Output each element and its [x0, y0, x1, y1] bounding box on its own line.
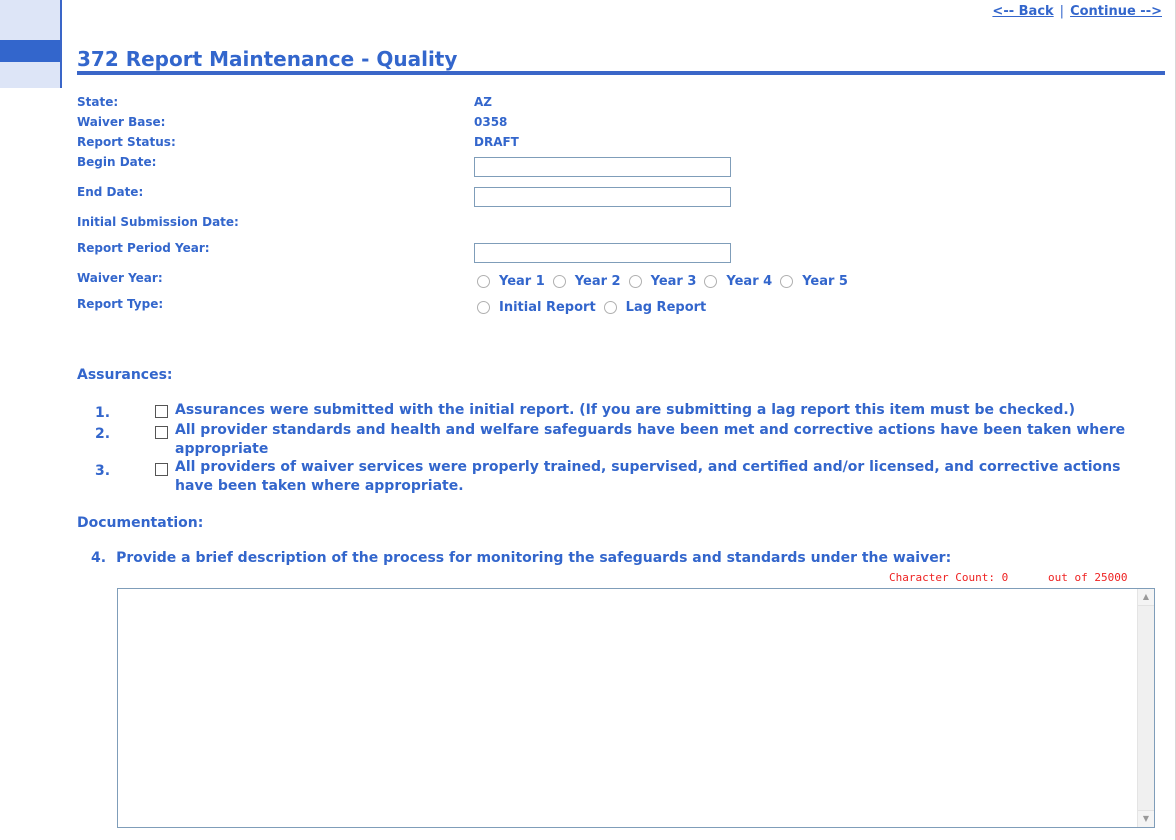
waiver-year-radio-group	[477, 274, 856, 289]
report-type-label: Report Type:	[77, 297, 164, 311]
question-4-number: 4.	[91, 550, 107, 566]
waiver-base-label: Waiver Base:	[77, 115, 166, 129]
waiver-year-1-label[interactable]: Year 1	[499, 274, 545, 289]
waiver-year-label: Waiver Year:	[77, 271, 163, 285]
state-value: AZ	[474, 95, 492, 109]
initial-report-radio[interactable]	[477, 301, 490, 314]
waiver-year-1-radio[interactable]	[477, 275, 490, 288]
begin-date-input[interactable]	[474, 157, 731, 177]
question-4-text: Provide a brief description of the process for monitoring the safeguards and standards under the waiver:	[116, 550, 952, 566]
assurances-heading: Assurances:	[77, 367, 173, 383]
waiver-year-4-radio[interactable]	[704, 275, 717, 288]
waiver-year-3-label[interactable]: Year 3	[650, 274, 697, 289]
back-link[interactable]: <-- Back	[992, 4, 1054, 19]
title-underline	[77, 71, 1165, 75]
assurance-3-text: All providers of waiver services were properly trained, supervised, and certified and/or licensed, and corrective actions have been taken where appropriate.	[175, 459, 1121, 494]
begin-date-label: Begin Date:	[77, 155, 157, 169]
assurance-2-text: All provider standards and health and welfare safeguards have been met and corrective actions have been taken where appropriate	[175, 422, 1126, 457]
scroll-down-arrow-icon[interactable]: ▼	[1138, 810, 1154, 827]
waiver-base-value: 0358	[474, 115, 508, 129]
textarea-scrollbar[interactable]	[1137, 589, 1154, 827]
lag-report-radio[interactable]	[604, 301, 617, 314]
question-4	[91, 550, 951, 566]
assurance-2-number: 2.	[95, 426, 111, 442]
top-navigation	[992, 4, 1162, 19]
end-date-label: End Date:	[77, 185, 144, 199]
character-count-value: 0	[1001, 571, 1009, 584]
end-date-input[interactable]	[474, 187, 731, 207]
initial-submission-date-label: Initial Submission Date:	[77, 215, 239, 229]
sidebar-selected-item[interactable]	[0, 40, 62, 62]
report-status-label: Report Status:	[77, 135, 176, 149]
assurance-2-checkbox[interactable]	[155, 426, 168, 439]
state-label: State:	[77, 95, 119, 109]
assurance-3-number: 3.	[95, 463, 111, 479]
nav-separator: |	[1059, 4, 1065, 19]
character-count-label: Character Count:	[889, 571, 995, 584]
waiver-year-3-radio[interactable]	[629, 275, 642, 288]
waiver-year-5-label[interactable]: Year 5	[802, 274, 848, 289]
assurance-1-number: 1.	[95, 405, 111, 421]
left-sidebar	[0, 0, 62, 88]
report-status-value: DRAFT	[474, 135, 519, 149]
waiver-year-4-label[interactable]: Year 4	[726, 274, 773, 289]
continue-link[interactable]: Continue -->	[1070, 4, 1162, 19]
documentation-heading: Documentation:	[77, 515, 204, 531]
assurance-1-checkbox[interactable]	[155, 405, 168, 418]
assurance-1-text: Assurances were submitted with the initial report. (If you are submitting a lag report this item must be checked.)	[175, 402, 1076, 418]
report-period-year-label: Report Period Year:	[77, 241, 210, 255]
character-count	[889, 571, 1127, 584]
character-count-max: out of 25000	[1047, 571, 1128, 584]
assurance-3-checkbox[interactable]	[155, 463, 168, 476]
lag-report-label[interactable]: Lag Report	[625, 300, 707, 315]
report-type-radio-group	[477, 300, 714, 315]
scroll-up-arrow-icon[interactable]: ▲	[1138, 589, 1154, 606]
page-title: 372 Report Maintenance - Quality	[77, 47, 458, 71]
waiver-year-2-radio[interactable]	[553, 275, 566, 288]
monitoring-description-textarea[interactable]	[117, 588, 1155, 828]
report-period-year-input[interactable]	[474, 243, 731, 263]
sidebar-divider	[60, 0, 62, 88]
waiver-year-2-label[interactable]: Year 2	[574, 274, 621, 289]
initial-report-label[interactable]: Initial Report	[499, 300, 596, 315]
waiver-year-5-radio[interactable]	[780, 275, 793, 288]
